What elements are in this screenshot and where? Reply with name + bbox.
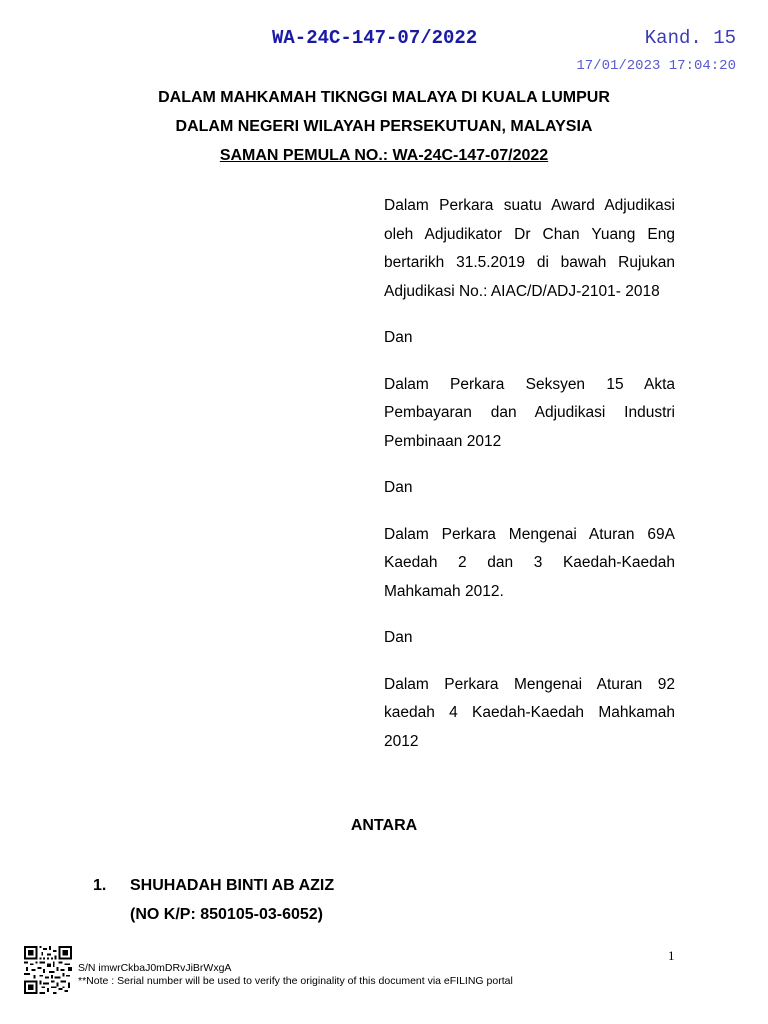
party-name: SHUHADAH BINTI AB AZIZ <box>130 877 335 894</box>
matter-connector: Dan <box>384 629 413 646</box>
matter-paragraph: Dalam Perkara Mengenai Aturan 92 kaedah 4 Kaedah-Kaedah Mahkamah 2012 <box>384 675 675 750</box>
matter-connector: Dan <box>384 329 413 346</box>
matter-paragraph: Dalam Perkara Mengenai Aturan 69A Kaedah 2 dan 3 Kaedah-Kaedah Mahkamah 2012. <box>384 525 675 600</box>
verification-note: **Note : Serial number will be used to verify the originality of this document via eFILING portal <box>78 975 513 987</box>
case-number: WA-24C-147-07/2022 <box>272 27 478 49</box>
party-ic-number: (NO K/P: 850105-03-6052) <box>130 906 323 923</box>
summons-heading <box>0 146 768 166</box>
qr-code-icon <box>24 946 72 994</box>
territory-heading: DALAM NEGERI WILAYAH PERSEKUTUAN, MALAYSIA <box>175 118 593 135</box>
summons-heading-text: SAMAN PEMULA NO.: WA-24C-147-07/2022 <box>219 147 549 164</box>
document-kand: Kand. 15 <box>644 27 736 49</box>
matter-connector: Dan <box>384 479 413 496</box>
between-heading: ANTARA <box>350 817 418 834</box>
party-number: 1. <box>93 877 107 894</box>
page-number: 1 <box>668 948 675 963</box>
matter-paragraph: Dalam Perkara Seksyen 15 Akta Pembayaran dan Adjudikasi Industri Pembinaan 2012 <box>384 375 675 450</box>
filing-timestamp: 17/01/2023 17:04:20 <box>576 58 736 74</box>
matters-block <box>384 192 675 774</box>
matter-paragraph: Dalam Perkara suatu Award Adjudikasi oleh Adjudikator Dr Chan Yuang Eng bertarikh 31.5.2019 di bawah Rujukan Adjudikasi No.: AIAC/D/ADJ-2101- 2018 <box>384 197 675 300</box>
serial-number: S/N imwrCkbaJ0mDRvJiBrWxgA <box>78 962 232 974</box>
court-heading: DALAM MAHKAMAH TIKNGGI MALAYA DI KUALA LUMPUR <box>158 89 610 106</box>
